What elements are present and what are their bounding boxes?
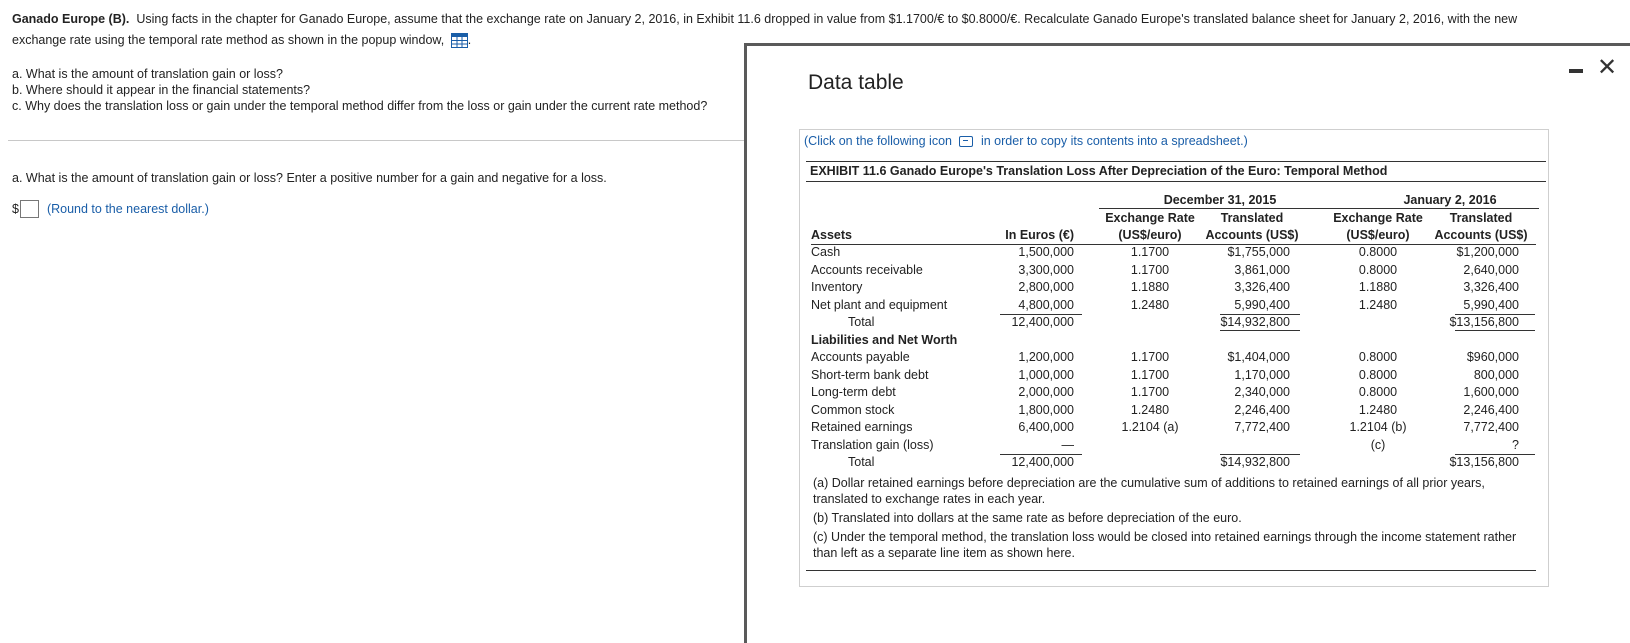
assets-header: Assets	[811, 228, 852, 242]
asset_rows-euros: 3,300,000	[1018, 262, 1074, 277]
title-rule-bottom	[806, 181, 1546, 182]
assets-total-underline-dec	[1220, 330, 1300, 331]
dec-date-header: December 31, 2015	[1163, 193, 1277, 207]
liability_rows-dec-usd: 2,246,400	[1234, 402, 1290, 417]
dec-translated-header: Translated	[1220, 211, 1284, 225]
liability_rows-jan-usd: 2,246,400	[1463, 402, 1519, 417]
liability_rows-jan-rate: 0.8000	[1358, 367, 1398, 382]
liability_rows-jan-usd: 800,000	[1473, 367, 1519, 382]
asset_rows-dec-rate: 1.2480	[1130, 297, 1170, 312]
asset_rows-euros: 4,800,000	[1018, 297, 1074, 312]
asset_rows-label: Accounts receivable	[811, 262, 923, 277]
jan-rate-header: Exchange Rate	[1333, 211, 1423, 225]
jan-translated-header: Translated	[1449, 211, 1513, 225]
table-notes	[813, 475, 1523, 564]
asset_rows-jan-usd: $1,200,000	[1456, 245, 1519, 259]
liab-total-dec-usd: $14,932,800	[1220, 455, 1290, 469]
minimize-icon[interactable]	[1569, 69, 1583, 73]
jan-date-header: January 2, 2016	[1403, 193, 1497, 207]
asset_rows-dec-usd: 3,861,000	[1234, 262, 1290, 277]
asset_rows-dec-usd: 3,326,400	[1234, 280, 1290, 294]
assets-total-underline-jan	[1455, 330, 1535, 331]
question-parts	[12, 66, 707, 114]
liability_rows-jan-rate: 0.8000	[1358, 350, 1398, 364]
close-icon[interactable]: ✕	[1597, 54, 1618, 81]
answer-input[interactable]	[20, 200, 39, 218]
liabilities-header: Liabilities and Net Worth	[811, 332, 958, 347]
liability_rows-label: Accounts payable	[811, 350, 910, 364]
liability_rows-dec-rate: 1.2104 (a)	[1121, 420, 1179, 434]
liability_rows-jan-usd: $960,000	[1466, 350, 1519, 364]
liability_rows-dec-rate: 1.1700	[1130, 367, 1170, 382]
part-a: a. What is the amount of translation gain or loss?	[12, 67, 283, 81]
liability_rows-jan-usd: 7,772,400	[1463, 420, 1519, 434]
assets-total-jan-usd: $13,156,800	[1449, 315, 1519, 329]
data-table-panel	[799, 129, 1549, 587]
liability_rows-dec-usd: 1,170,000	[1234, 367, 1290, 382]
liab-total-euros: 12,400,000	[1011, 455, 1074, 469]
copy-hint-prefix: (Click on the following icon	[804, 134, 952, 148]
asset_rows-jan-rate: 1.1880	[1358, 280, 1398, 294]
liability_rows-jan-usd: 1,600,000	[1463, 385, 1519, 399]
answer-hint: (Round to the nearest dollar.)	[46, 202, 209, 216]
asset_rows-jan-rate: 1.2480	[1358, 297, 1398, 312]
asset_rows-jan-rate: 0.8000	[1358, 262, 1398, 277]
data-table-icon[interactable]	[451, 33, 468, 48]
liability_rows-jan-rate: 1.2104 (b)	[1349, 420, 1407, 434]
currency-symbol: $	[12, 202, 19, 216]
liability_rows-dec-usd: $1,404,000	[1227, 350, 1290, 364]
asset_rows-dec-usd: $1,755,000	[1227, 245, 1290, 259]
dec-rate-header: Exchange Rate	[1105, 211, 1195, 225]
asset_rows-dec-usd: 5,990,400	[1234, 297, 1290, 312]
dec-rate-unit-header: (US$/euro)	[1118, 228, 1182, 242]
data-table-popup	[744, 43, 1630, 643]
asset_rows-jan-rate: 0.8000	[1358, 245, 1398, 259]
question-body-line2: exchange rate using the temporal rate method as shown in the popup window,	[12, 33, 445, 47]
liability_rows-jan-rate: 0.8000	[1358, 385, 1398, 399]
liability_rows-dec-rate: 1.1700	[1130, 385, 1170, 399]
liab-total-label: Total	[848, 455, 875, 469]
liability_rows-dec-usd: 2,340,000	[1234, 385, 1290, 399]
liability_rows-label: Long-term debt	[811, 385, 896, 399]
dec-accounts-header: Accounts (US$)	[1205, 228, 1299, 242]
asset_rows-euros: 2,800,000	[1018, 280, 1074, 294]
note-c: (c) Under the temporal method, the translation loss would be closed into retained earnings through the income statement rather than left as a separate line item as shown here.	[813, 530, 1517, 560]
part-c: c. Why does the translation loss or gain under the temporal method differ from the loss or gain under the current rate method?	[12, 99, 708, 113]
asset_rows-label: Cash	[811, 245, 841, 259]
popup-title: Data table	[808, 71, 904, 94]
question-period: .	[467, 33, 472, 47]
liability_rows-label: Translation gain (loss)	[811, 437, 934, 452]
exhibit-title: EXHIBIT 11.6 Ganado Europe's Translation Loss After Depreciation of the Euro: Temporal Method	[810, 164, 1388, 178]
asset_rows-euros: 1,500,000	[1018, 245, 1074, 259]
liability_rows-euros: 1,000,000	[1018, 367, 1074, 382]
asset_rows-jan-usd: 2,640,000	[1463, 262, 1519, 277]
asset_rows-label: Net plant and equipment	[811, 297, 948, 312]
section-divider	[8, 140, 745, 141]
assets-total-dec-usd: $14,932,800	[1220, 315, 1290, 329]
answer-row	[12, 200, 209, 218]
note-b: (b) Translated into dollars at the same rate as before depreciation of the euro.	[813, 511, 1242, 525]
in-euros-header: In Euros (€)	[1005, 228, 1074, 242]
answer-prompt: a. What is the amount of translation gain or loss? Enter a positive number for a gain and negative for a loss.	[12, 171, 607, 185]
liab-total-jan-usd: $13,156,800	[1449, 455, 1519, 469]
table-bottom-rule	[806, 570, 1536, 571]
liability_rows-dec-rate: 1.1700	[1130, 350, 1170, 364]
asset_rows-label: Inventory	[811, 280, 863, 294]
liability_rows-label: Common stock	[811, 402, 895, 417]
asset_rows-jan-usd: 5,990,400	[1463, 297, 1519, 312]
liability_rows-dec-usd: 7,772,400	[1234, 420, 1290, 434]
liability_rows-dec-rate: 1.2480	[1130, 402, 1170, 417]
note-a: (a) Dollar retained earnings before depreciation are the cumulative sum of additions to retained earnings of all prior years, translated to exchange rates in each year.	[813, 476, 1485, 506]
liability_rows-label: Short-term bank debt	[811, 367, 929, 382]
liability_rows-euros: 1,200,000	[1018, 350, 1074, 364]
asset_rows-dec-rate: 1.1700	[1130, 262, 1170, 277]
question-body-line1: Using facts in the chapter for Ganado Europe, assume that the exchange rate on January 2, 2016, in Exhibit 11.6 dropped in value from $1.1700/€ to $0.8000/€. Recalculate Ganado Europe's translated balance sheet for January 2, 2016, with the new	[136, 12, 1518, 26]
question-title: Ganado Europe (B).	[12, 12, 130, 26]
asset_rows-dec-rate: 1.1700	[1130, 245, 1170, 259]
liability_rows-jan-rate: 1.2480	[1358, 402, 1398, 417]
liability_rows-euros: 6,400,000	[1018, 420, 1074, 434]
copy-icon[interactable]	[959, 136, 973, 147]
assets-total-label: Total	[848, 315, 875, 329]
jan-rate-unit-header: (US$/euro)	[1346, 228, 1410, 242]
copy-hint-suffix: in order to copy its contents into a spreadsheet.)	[980, 134, 1248, 148]
assets-total-euros: 12,400,000	[1011, 315, 1074, 329]
jan-accounts-header: Accounts (US$)	[1434, 228, 1528, 242]
part-b: b. Where should it appear in the financial statements?	[12, 83, 311, 97]
liability_rows-label: Retained earnings	[811, 420, 913, 434]
copy-hint	[804, 134, 1248, 148]
liability_rows-jan-usd: ?	[1512, 437, 1519, 452]
asset_rows-dec-rate: 1.1880	[1130, 280, 1170, 294]
title-rule-top	[806, 161, 1546, 162]
liability_rows-jan-rate: (c)	[1370, 437, 1386, 452]
liability_rows-euros: 2,000,000	[1018, 385, 1074, 399]
liability_rows-euros: 1,800,000	[1018, 402, 1074, 417]
liability_rows-euros: —	[1061, 437, 1074, 452]
group-header-rule-dec	[1099, 208, 1539, 209]
asset_rows-jan-usd: 3,326,400	[1463, 280, 1519, 294]
